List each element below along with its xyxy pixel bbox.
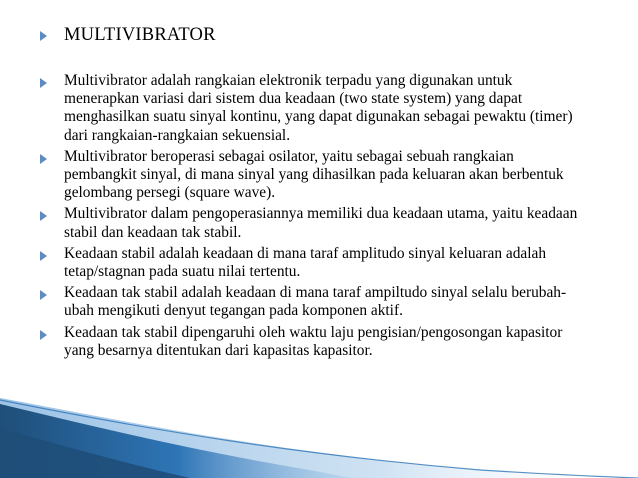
list-item: [40, 148, 620, 203]
wave-light-band: [0, 398, 638, 478]
bullet-text: Keadaan tak stabil adalah keadaan di mana taraf ampiltudo sinyal selalu berubah-ubah mengikuti denyut tegangan pada komponen aktif.: [64, 284, 567, 320]
bullet-arrow-icon: [40, 251, 47, 261]
wave-dark-band: [0, 404, 355, 478]
list-item: [40, 245, 620, 281]
bullet-list: [40, 72, 620, 363]
list-item: [40, 72, 620, 145]
bullet-arrow-icon: [40, 330, 47, 340]
list-item: [40, 284, 620, 320]
bullet-arrow-icon: [40, 290, 47, 300]
bullet-arrow-icon: [40, 31, 47, 41]
bullet-text: Keadaan stabil adalah keadaan di mana taraf amplitudo sinyal keluaran adalah tetap/stagnan pada suatu nilai tertentu.: [64, 244, 547, 281]
bullet-text: Keadaan tak stabil dipengaruhi oleh waktu laju pengisian/pengosongan kapasitor yang besarnya ditentukan dari kapasitas kapasitor.: [64, 323, 563, 359]
wave-line: [0, 400, 638, 478]
bullet-arrow-icon: [40, 154, 47, 164]
bullet-text: Multivibrator beroperasi sebagai osilator, yaitu sebagai sebuah rangkaian pembangkit sinyal, di mana sinyal yang dihasilkan pada keluaran akan berbentuk gelombang persegi (square wave).: [64, 147, 564, 202]
bullet-text: Multivibrator dalam pengoperasiannya memiliki dua keadaan utama, yaitu keadaan stabil dan keadaan tak stabil.: [64, 205, 578, 241]
slide-title-row: [40, 25, 620, 46]
slide-title: MULTIVIBRATOR: [64, 25, 216, 45]
list-item: [40, 324, 620, 360]
wave-deep-band: [0, 428, 190, 478]
list-item: [40, 205, 620, 241]
bullet-text: Multivibrator adalah rangkaian elektronik terpadu yang digunakan untuk menerapkan variasi dari sistem dua keadaan (two state system) yang dapat menghasilkan suatu sinyal kontinu, yang dapat digunakan sebagai pewaktu (timer) dari rangkaian-rangkaian sekuensial.: [64, 72, 573, 144]
bullet-arrow-icon: [40, 211, 47, 221]
bullet-arrow-icon: [40, 78, 47, 88]
